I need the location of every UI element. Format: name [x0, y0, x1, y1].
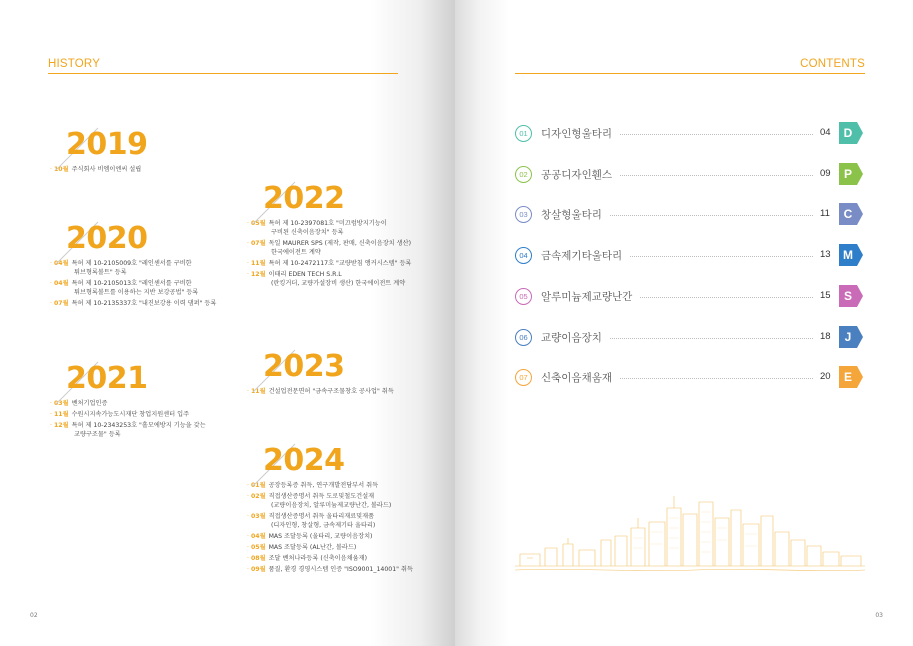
entry-text: 특허 제 10-2135337호 "내진보강용 이력 댐퍼" 등록: [71, 300, 217, 307]
left-page: [0, 0, 455, 646]
city-skyline-illustration: [515, 488, 865, 578]
toc-page-number: 04: [820, 127, 831, 138]
toc-leader-dots: [640, 297, 813, 298]
history-entry: [247, 532, 413, 541]
year-block-2024: [247, 443, 413, 576]
toc-number-badge: 01: [515, 125, 532, 142]
entry-month: 05월: [250, 220, 266, 227]
entry-month: 10월: [53, 166, 69, 173]
bullet-dot: ·: [50, 280, 52, 287]
toc-letter: D: [843, 126, 853, 140]
toc-page-number: 13: [820, 249, 831, 261]
entry-month: 12월: [53, 422, 69, 429]
entry-month: 09월: [250, 566, 266, 573]
history-title: HISTORY: [48, 58, 101, 70]
toc-title: 공공디자인휀스: [541, 168, 613, 181]
entry-month: 11월: [53, 411, 69, 418]
toc-letter-tab: [839, 163, 863, 185]
toc-letter-tab: [839, 244, 863, 266]
toc-item-05[interactable]: [515, 285, 860, 307]
entry-text-cont: (교량이음장치, 알루미늄제교량난간, 볼라드): [271, 502, 392, 509]
toc-number-badge: 03: [515, 206, 532, 223]
toc-letter: M: [843, 248, 853, 263]
year-entries: [247, 481, 413, 574]
entry-text: 벤처기업인증: [71, 400, 108, 407]
entry-month: 04월: [250, 533, 266, 540]
toc-item-06[interactable]: [515, 326, 860, 348]
entry-text: 독일 MAURER SPS (제작, 판매, 신축이음장치 생산): [268, 240, 411, 247]
toc-leader-dots: [620, 134, 813, 135]
entry-month: 01월: [250, 482, 266, 489]
bullet-dot: ·: [247, 482, 249, 489]
toc-leader-dots: [610, 338, 813, 339]
history-rule: [48, 73, 398, 74]
toc-leader-dots: [620, 175, 813, 176]
entry-month: 08월: [250, 555, 266, 562]
bullet-dot: ·: [50, 411, 52, 418]
toc-letter-tab: [839, 122, 863, 144]
year-label: 2021: [66, 361, 148, 396]
bullet-dot: ·: [247, 240, 249, 247]
toc-number-badge: 04: [515, 247, 532, 264]
toc-title: 디자인형울타리: [541, 128, 613, 140]
entry-text-cont: 구비된 신축이음장치" 등록: [271, 229, 344, 236]
bullet-dot: ·: [50, 166, 52, 173]
entry-text: 주식회사 비엠이엔씨 설립: [71, 166, 142, 173]
toc-title: 금속제기타울타리: [541, 250, 623, 263]
toc-page-number: 20: [820, 371, 831, 383]
year-label: 2019: [66, 127, 148, 162]
toc-item-01[interactable]: [515, 122, 860, 144]
year-label: 2024: [263, 443, 345, 478]
history-entry: [50, 410, 206, 419]
entry-text: 특허 제 10-2397081호 "미끄럼방지기능이: [268, 220, 387, 227]
toc-letter: P: [843, 166, 852, 181]
year-block-2019: [50, 127, 148, 176]
entry-text: MAS 조달등록 (AL난간, 볼라드): [268, 544, 357, 551]
toc-item-07[interactable]: [515, 366, 860, 388]
contents-title: CONTENTS: [800, 58, 865, 70]
toc-number-badge: 06: [515, 329, 532, 346]
history-entry: [50, 421, 206, 439]
toc-letter: J: [844, 329, 852, 344]
bullet-dot: ·: [50, 400, 52, 407]
entry-month: 11월: [250, 260, 266, 267]
bullet-dot: ·: [247, 513, 249, 520]
left-page-number: 02: [30, 612, 38, 619]
toc-number-badge: 05: [515, 288, 532, 305]
toc-number-badge: 07: [515, 369, 532, 386]
entry-text: 조달 벤처나라등록 (신축이음채움재): [268, 555, 367, 562]
toc-item-04[interactable]: [515, 244, 860, 266]
year-block-2021: [50, 361, 206, 441]
entry-month: 07월: [53, 300, 69, 307]
toc-item-02[interactable]: [515, 163, 860, 185]
toc-letter-tab: [839, 326, 863, 348]
entry-text: 직접생산증명서 취득 도로및철도건설재: [268, 493, 375, 500]
entry-text: 공장등록증 취득, 연구개발전담부서 취득: [268, 482, 379, 489]
entry-text-cont: (란킹거더, 교량가설장비 생산) 한국에이전트 계약: [271, 280, 406, 287]
toc-title: 창살형울타리: [541, 209, 602, 222]
entry-month: 05월: [250, 544, 266, 551]
year-block-2020: [50, 221, 217, 310]
bullet-dot: ·: [247, 388, 249, 395]
toc-title: 교량이음장치: [541, 331, 602, 344]
toc-letter: C: [843, 207, 853, 222]
entry-month: 03월: [53, 400, 69, 407]
toc-letter: E: [843, 370, 852, 385]
entry-text-cont: 교량구조물" 등록: [74, 431, 121, 438]
entry-text: 특허 제 10-2105009호 "레인센서를 구비한: [71, 260, 192, 267]
history-entry: [50, 279, 216, 297]
entry-text-cont: 한국에이전트 계약: [271, 249, 321, 256]
entry-month: 11월: [250, 388, 266, 395]
toc-page-number: 18: [820, 330, 831, 342]
bullet-dot: ·: [247, 493, 249, 500]
year-label: 2023: [263, 349, 345, 384]
entry-text: 특허 제 10-2105013호 "레인센서를 구비한: [71, 280, 192, 287]
bullet-dot: ·: [247, 566, 249, 573]
toc-page-number: 15: [820, 289, 831, 301]
bullet-dot: ·: [247, 220, 249, 227]
bullet-dot: ·: [247, 555, 249, 562]
entry-month: 12월: [250, 271, 266, 278]
year-label: 2022: [263, 181, 345, 216]
entry-text: 이태리 EDEN TECH S.R.L: [268, 271, 342, 278]
history-entry: [247, 543, 413, 552]
entry-text: 특허 제 10-2343253호 "흘모에방지 기능을 갖는: [71, 422, 206, 429]
entry-text: MAS 조달등록 (울타리, 교량이음장치): [268, 533, 373, 540]
history-entry: [50, 299, 216, 308]
toc-title: 알루미늄제교량난간: [541, 290, 633, 303]
toc-leader-dots: [610, 215, 813, 216]
toc-item-03[interactable]: [515, 203, 860, 225]
right-page-number: 03: [875, 612, 883, 619]
history-entry: [247, 554, 413, 563]
history-entry: [247, 270, 411, 288]
bullet-dot: ·: [50, 260, 52, 267]
history-entry: [247, 492, 413, 510]
history-entry: [247, 565, 413, 574]
entry-month: 04월: [53, 260, 69, 267]
entry-month: 04월: [53, 280, 69, 287]
entry-text-cont: 튀브형록볼트" 등록: [74, 269, 127, 276]
history-entry: [247, 259, 411, 268]
entry-month: 07월: [250, 240, 266, 247]
toc-title: 신축이음채움재: [541, 372, 613, 385]
entry-text-cont: 튀브형록볼트를 이용하는 지반 보강공법" 등록: [74, 289, 199, 296]
entry-text: 직접생산증명서 취득 울타리재료및재품: [268, 513, 375, 520]
toc-letter-tab: [839, 366, 863, 388]
entry-text: 건설업전문면허 "금속구조물창호 공사업" 취득: [268, 388, 394, 395]
toc-letter-tab: [839, 203, 863, 225]
year-block-2022: [247, 181, 412, 290]
right-page: [455, 0, 913, 646]
entry-text: 품질, 환경 경영시스템 인증 "ISO9001_14001" 취득: [268, 566, 413, 573]
toc-page-number: 09: [820, 167, 831, 179]
toc-letter: S: [843, 288, 852, 303]
entry-month: 03월: [250, 513, 266, 520]
bullet-dot: ·: [247, 260, 249, 267]
bullet-dot: ·: [50, 300, 52, 307]
year-label: 2020: [66, 221, 148, 256]
history-entry: [247, 512, 413, 530]
toc-number-badge: 02: [515, 166, 532, 183]
contents-rule: [515, 73, 865, 74]
entry-text: 수원시지속가능도시재단 창업지원센터 입주: [71, 411, 190, 418]
bullet-dot: ·: [50, 422, 52, 429]
toc-leader-dots: [620, 378, 813, 379]
bullet-dot: ·: [247, 544, 249, 551]
entry-month: 02월: [250, 493, 266, 500]
toc-letter-tab: [839, 285, 863, 307]
history-entry: [247, 239, 411, 257]
toc-page-number: 11: [820, 208, 830, 220]
bullet-dot: ·: [247, 271, 249, 278]
toc-leader-dots: [630, 256, 813, 257]
bullet-dot: ·: [247, 533, 249, 540]
entry-text-cont: (디자인형, 창살형, 금속제기타 울타리): [271, 522, 376, 529]
year-block-2023: [247, 349, 394, 398]
entry-text: 특허 제 10-2472117호 "교량받침 앵커시스템" 등록: [268, 260, 412, 267]
